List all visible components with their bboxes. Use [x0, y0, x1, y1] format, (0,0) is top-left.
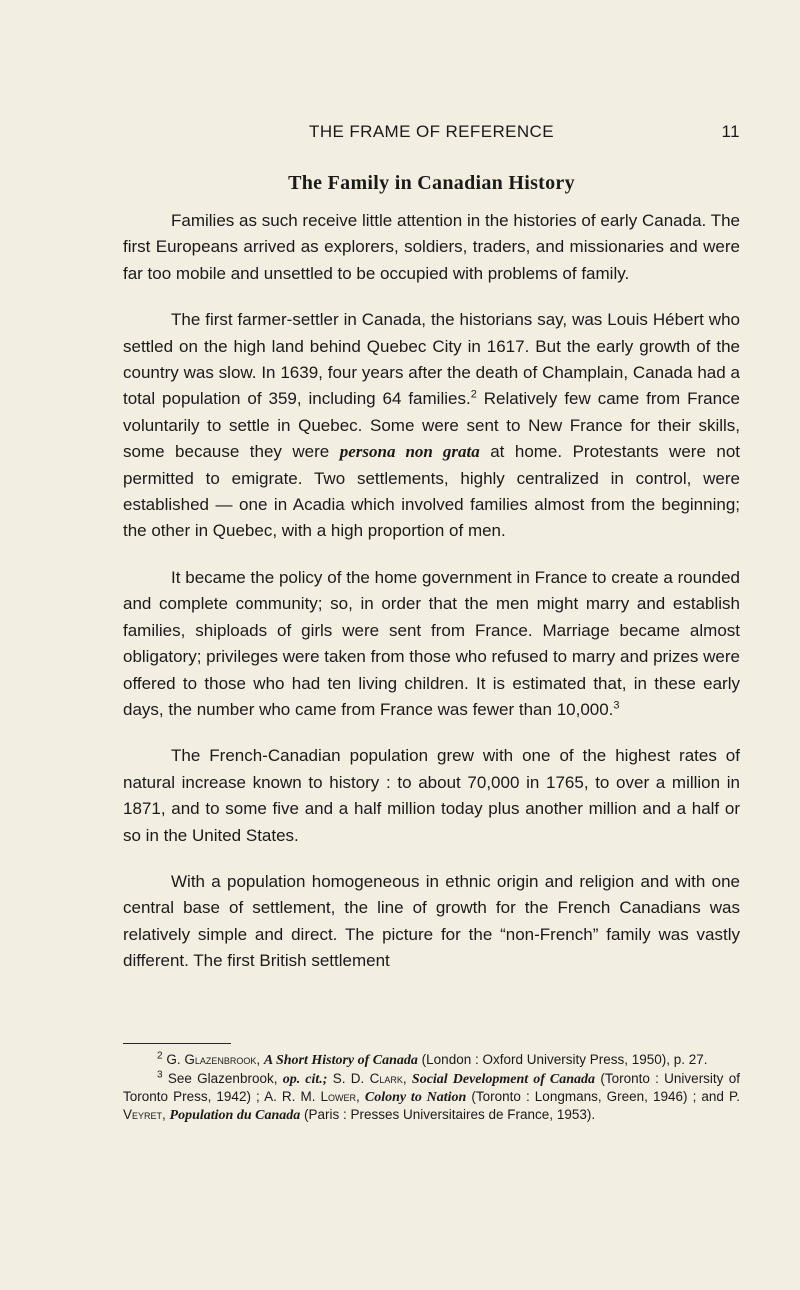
- body-text: [123, 208, 740, 995]
- paragraph: With a population homogeneous in ethnic origin and religion and with one central base of settlement, the line of growth for the French Canadians was relatively simple and direct. The picture for the “non-French” family was vastly different. The first British settlement: [123, 871, 740, 971]
- section-title: The Family in Canadian History: [288, 172, 575, 194]
- page-number: 11: [721, 122, 740, 141]
- footnote-reference: 3: [613, 699, 620, 712]
- paragraph: Families as such receive little attention in the histories of early Canada. The first Europeans arrived as explorers, soldiers, traders, and missionaries and were far too mobile and unsettled to be occupied with problems of family.: [123, 211, 740, 283]
- running-title: THE FRAME OF REFERENCE: [309, 122, 554, 141]
- footnote-reference: 2: [470, 388, 477, 401]
- running-header: [123, 122, 740, 146]
- paragraph: It became the policy of the home government in France to create a rounded and complete community; so, in order that the men might marry and establish families, shiploads of girls were sent from France. Marriage became almost obligatory; privileges were taken from those who refused to marry and prizes were offered to those who had ten living children. It is estimated that, in these early days, the number who came from France was fewer than 10,000.$^3$: [123, 567, 741, 719]
- paragraph: The first farmer-settler in Canada, the historians say, was Louis Hébert who settled on the high land behind Quebec City in 1617. But the early growth of the country was slow. In 1639, four years after the death of Champlain, Canada had a total population of 359, including 64 families.$^2$ Relatively few came from France voluntarily to settle in Quebec. Some were sent to New France for their skills, some because they were persona non grata at home. Protestants were not permitted to emigrate. Two settlements, highly centralized in control, were established — one in Acadia which involved families almost from the beginning; the other in Quebec, with a high proportion of men.: [123, 310, 741, 541]
- footnotes: [123, 1051, 740, 1125]
- footnote-divider: [123, 1043, 231, 1044]
- italic-phrase: persona non grata: [339, 442, 480, 462]
- footnote-2: $^2$ G. Glazenbrook, A Short History of Canada (London : Oxford University Press, 1950), p. 27.: [157, 1050, 708, 1068]
- paragraph: The French-Canadian population grew with one of the highest rates of natural increase known to history : to about 70,000 in 1765, to over a million in 1871, and to some five and a half million today plus another million and a half or so in the United States.: [123, 746, 740, 845]
- footnote-3: $^3$ See Glazenbrook, op. cit.; S. D. Clark, Social Development of Canada (Toronto : University of Toronto Press, 1942) ; A. R. M. Lower, Colony to Nation (Toronto : Longmans, Green, 1946) ; and P. Veyret, Population du Canada (Paris : Presses Universitaires de France, 1953).: [123, 1069, 741, 1123]
